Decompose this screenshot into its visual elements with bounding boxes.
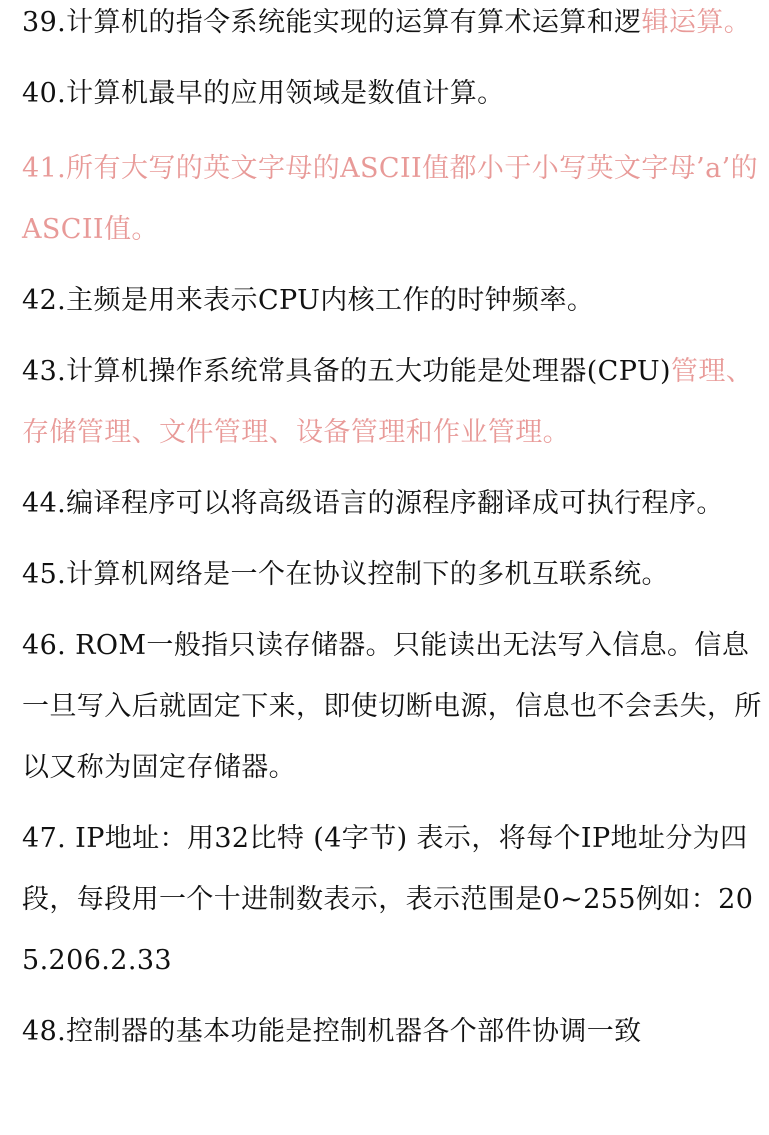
item-39 xyxy=(22,0,767,53)
item-highlight: 辑运算。 xyxy=(641,7,752,38)
item-text: ROM一般指只读存储器。只能读出无法写入信息。信息一旦写入后就固定下来，即使切断电源，信息也不会丢失，所以又称为固定存储器。 xyxy=(22,630,762,783)
item-number: 44. xyxy=(22,488,67,519)
item-46 xyxy=(22,615,767,798)
item-48 xyxy=(22,1001,767,1062)
item-highlight: 管理、存储管理、文件管理、设备管理和作业管理。 xyxy=(22,356,754,448)
item-text: 主频是用来表示CPU内核工作的时钟频率。 xyxy=(66,285,595,316)
item-number: 47. xyxy=(22,823,67,854)
item-number: 41. xyxy=(22,153,67,184)
item-44 xyxy=(22,473,767,534)
item-number: 39. xyxy=(22,7,67,38)
item-text: 计算机网络是一个在协议控制下的多机互联系统。 xyxy=(66,559,669,590)
item-45 xyxy=(22,544,767,605)
item-47 xyxy=(22,808,767,991)
item-43 xyxy=(22,341,767,463)
item-text: 计算机的指令系统能实现的运算有算术运算和逻 xyxy=(66,7,642,38)
item-text: 控制器的基本功能是控制机器各个部件协调一致 xyxy=(66,1016,642,1047)
item-text: IP地址：用32比特 (4字节) 表示，将每个IP地址分为四段，每段用一个十进制数表示，表示范围是0~255例如：205.206.2.33 xyxy=(22,823,754,976)
item-text: 计算机操作系统常具备的五大功能是处理器(CPU) xyxy=(66,356,671,387)
item-number: 43. xyxy=(22,356,67,387)
document-page xyxy=(22,0,767,1062)
item-number: 40. xyxy=(22,78,67,109)
item-42 xyxy=(22,270,767,331)
item-number: 48. xyxy=(22,1016,67,1047)
item-text: 编译程序可以将高级语言的源程序翻译成可执行程序。 xyxy=(66,488,724,519)
item-text: 计算机最早的应用领域是数值计算。 xyxy=(66,78,505,109)
item-number: 45. xyxy=(22,559,67,590)
item-40 xyxy=(22,63,767,124)
item-41 xyxy=(22,138,767,260)
item-highlight: 所有大写的英文字母的ASCII值都小于小写英文字母’a’的ASCII值。 xyxy=(22,153,758,245)
item-number: 42. xyxy=(22,285,67,316)
item-number: 46. xyxy=(22,630,67,661)
